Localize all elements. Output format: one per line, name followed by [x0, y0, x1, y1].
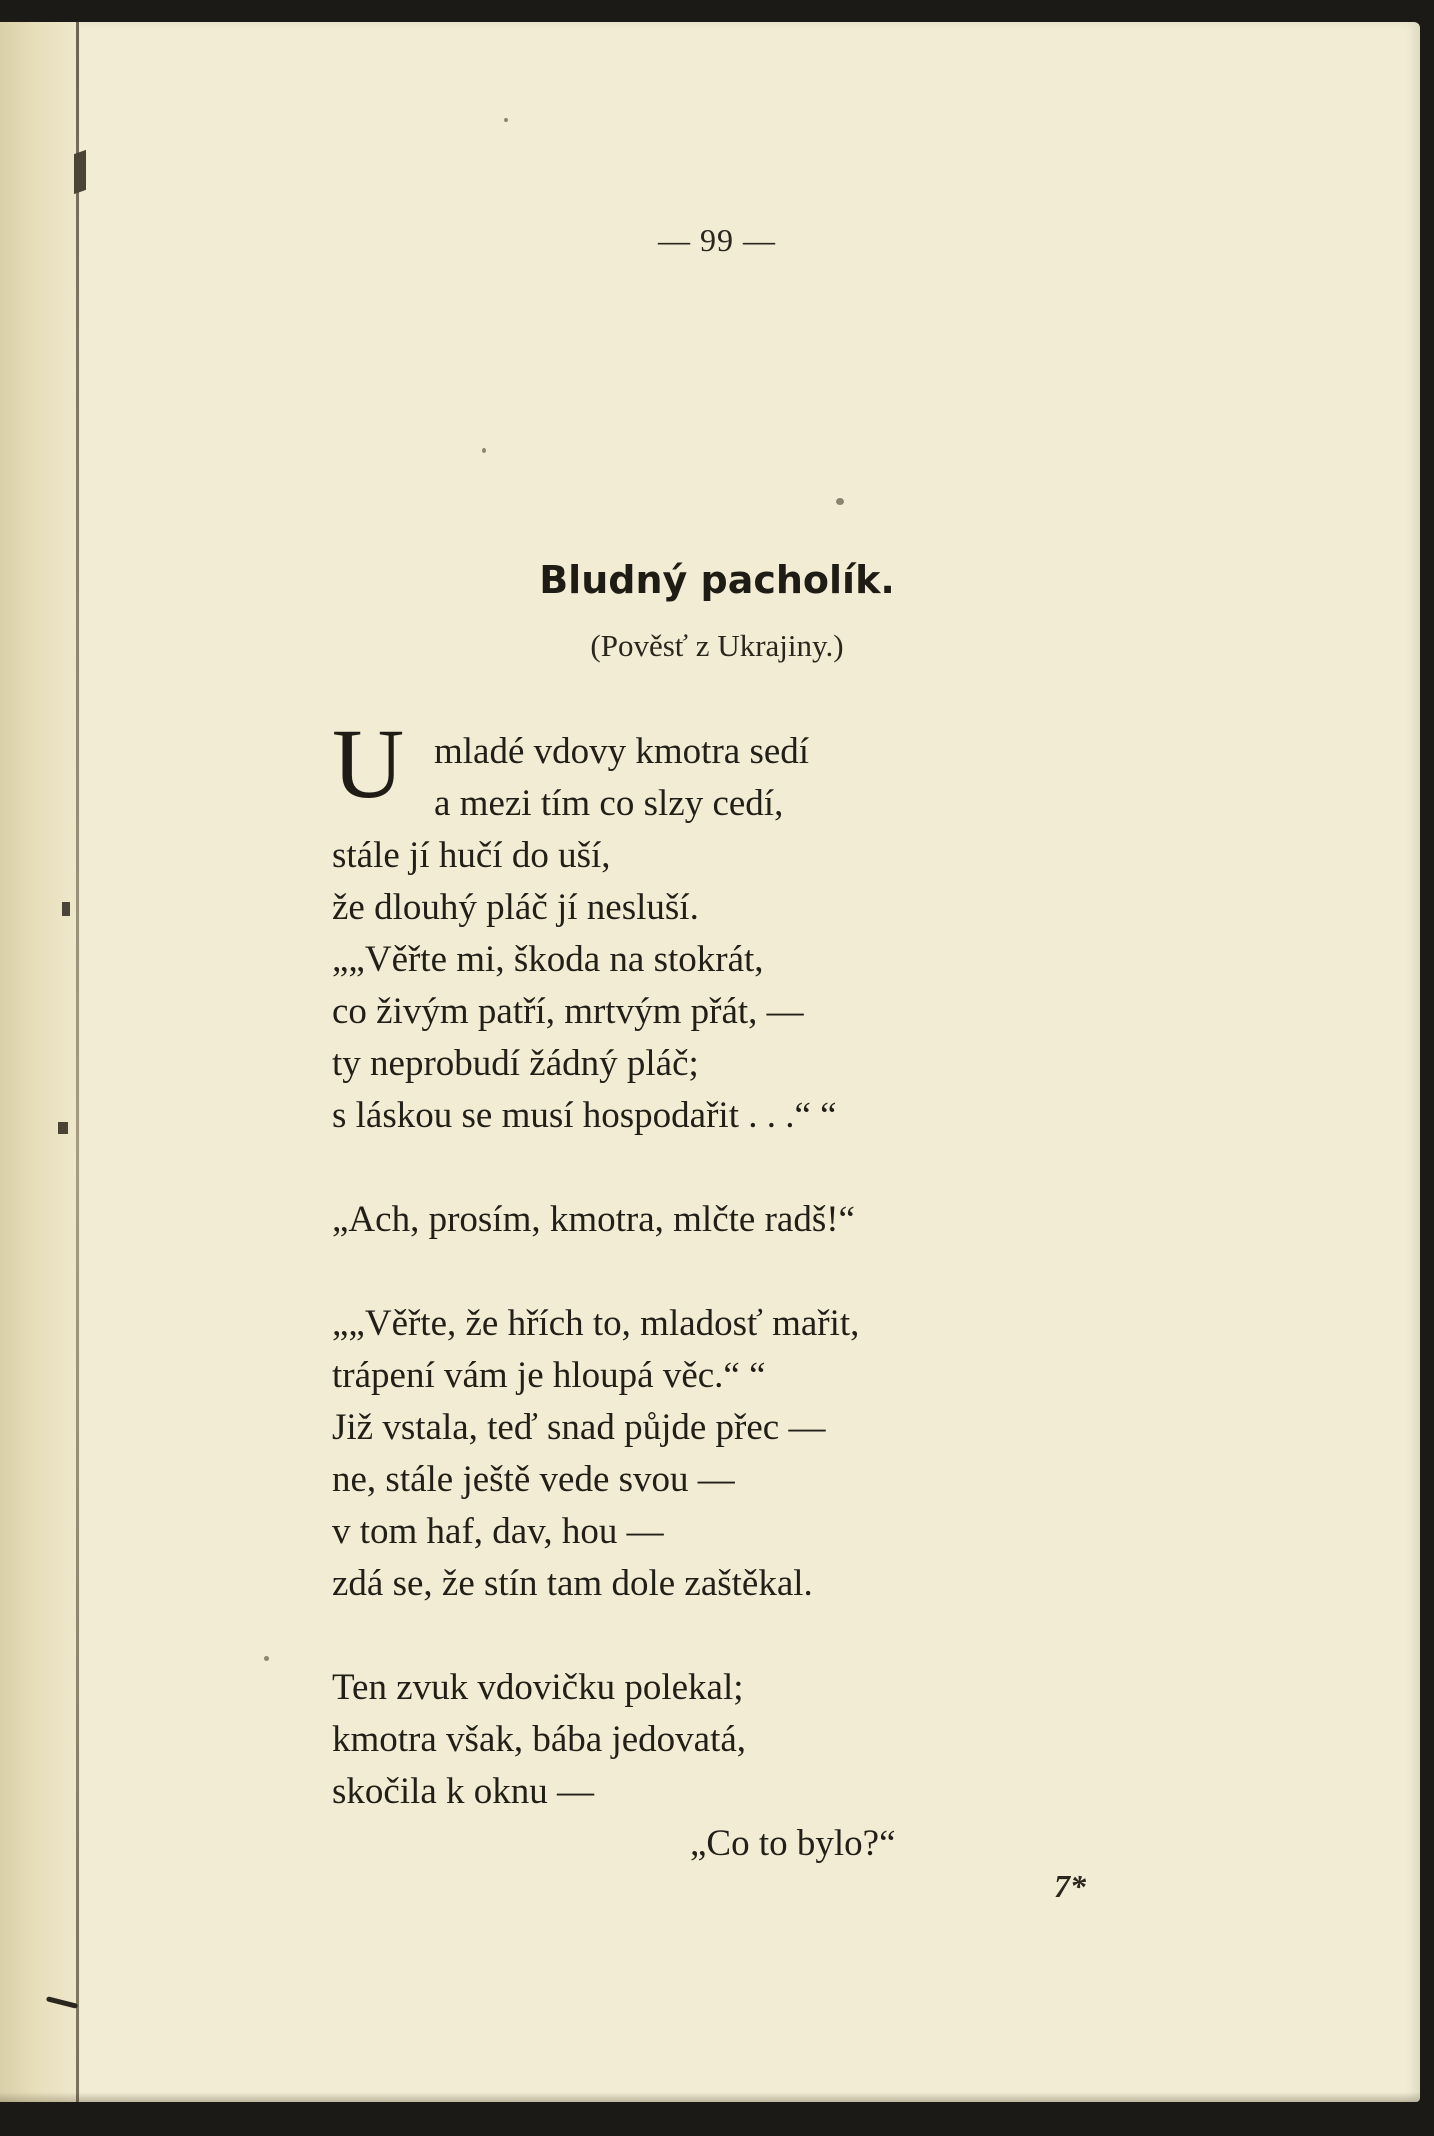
- poem-subtitle: (Pověsť z Ukrajiny.): [590, 628, 844, 663]
- poem-line: „„Věřte mi, škoda na stokrát,: [332, 939, 764, 980]
- poem-line: kmotra však, bába jedovatá,: [332, 1719, 747, 1760]
- poem-line: „Co to bylo?“: [690, 1823, 896, 1864]
- paper-speck: [264, 1656, 269, 1661]
- poem-line: mladé vdovy kmotra sedí: [434, 731, 810, 772]
- poem-line: skočila k oknu —: [332, 1771, 595, 1812]
- poem-line: ne, stále ještě vede svou —: [332, 1459, 735, 1500]
- paper-speck: [482, 448, 486, 453]
- poem-title: Bludný pacholík.: [539, 558, 895, 602]
- poem-line: stále jí hučí do uší,: [332, 835, 611, 876]
- paper-speck: [504, 118, 508, 122]
- poem-line: Již vstala, teď snad půjde přec —: [332, 1407, 826, 1448]
- binding-notch: [74, 150, 86, 194]
- paper-speck: [836, 498, 844, 505]
- signature-mark: 7*: [1054, 1868, 1086, 1904]
- binding-notch: [58, 1122, 68, 1134]
- binding-edge: [76, 22, 79, 2102]
- poem-line: co živým patří, mrtvým přát, —: [332, 991, 804, 1032]
- poem-line: v tom haf, dav, hou —: [332, 1511, 664, 1552]
- page-number: — 99 —: [658, 222, 776, 258]
- poem-line: že dlouhý pláč jí nesluší.: [332, 887, 699, 928]
- poem-line: ty neprobudí žádný pláč;: [332, 1043, 699, 1084]
- poem-line: trápení vám je hloupá věc.“ “: [332, 1355, 766, 1396]
- poem-line: s láskou se musí hospodařit . . .“ “: [332, 1095, 837, 1136]
- poem-line: Ten zvuk vdovičku polekal;: [332, 1667, 744, 1708]
- drop-cap: U: [332, 708, 405, 819]
- binding-notch: [62, 902, 70, 916]
- poem-line: „„Věřte, že hřích to, mladosť mařit,: [332, 1303, 860, 1344]
- book-page: [0, 22, 1420, 2102]
- poem-line: „Ach, prosím, kmotra, mlčte radš!“: [332, 1199, 855, 1240]
- page-bottom-edge: [0, 2092, 1420, 2102]
- poem-line: a mezi tím co slzy cedí,: [434, 783, 784, 824]
- poem-line: zdá se, že stín tam dole zaštěkal.: [332, 1563, 813, 1604]
- page-gutter: [0, 22, 80, 2102]
